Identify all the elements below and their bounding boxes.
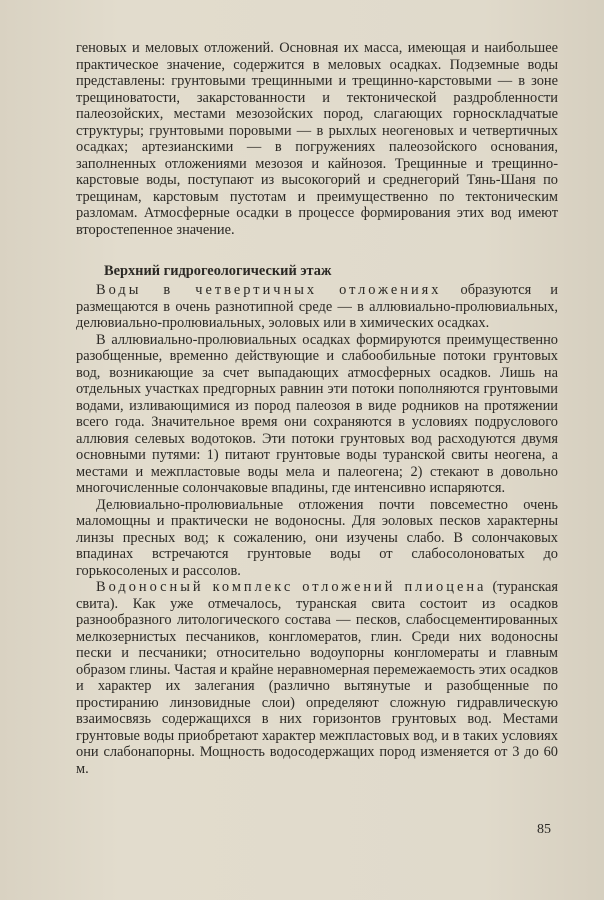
section-heading: Верхний гидрогеологический этаж xyxy=(104,263,332,279)
paragraph-alluvial: В аллювиально-пролювиальных осадках формируются преимущественно разобщенные, временно действующие и слабообильные потоки грунтовых вод, возникающие за счет выпадающих атмосферных осадков. Лишь на отдельных участках предгорных равнин эти потоки пополняются грунтовыми водами, изливающимися из пород палеозоя в виде родников на протяжении всего года. Значительное время они сохраняются в условиях подруслового аллювия селевых водотоков. Эти потоки грунтовых вод расходуются двумя основными путями: 1) питают грунтовые воды туранской свиты неогена, а местами и межпластовые воды мела и палеогена; 2) стекают в довольно многочисленные солончаковые впадины, где интенсивно испаряются. xyxy=(76,331,558,496)
page-number: 85 xyxy=(537,822,551,837)
text-block-main xyxy=(76,282,558,777)
paragraph-continuation: геновых и меловых отложений. Основная их масса, имеющая и наибольшее практическое значение, содержится в меловых осадках. Подземные воды представлены: грунтовыми трещинными и трещинно-карстовыми — в зоне трещиноватости, закарстованности и тектонической раздробленности палеозойских, местами мезозойских пород, слагающих горноскладчатые структуры; грунтовыми поровыми — в рыхлых неогеновых и четвертичных осадках; артезианскими — в погружениях палеозойского основания, заполненных отложениями мезозоя и кайнозоя. Трещинные и трещинно-карстовые воды, поступают из высокогорий и среднегорий Тянь-Шаня по трещинам, карстовым пустотам и преимущественно по тектоническим разломам. Атмосферные осадки в процессе формирования этих вод имеют второстепенное значение. xyxy=(76,40,558,238)
spaced-term-quaternary: Воды в четвертичных отложениях xyxy=(96,282,442,298)
paragraph-deluvial: Делювиально-пролювиальные отложения почти повсеместно очень маломощны и практически не водоносны. Для эоловых песков характерны линзы пресных вод; к сожалению, они изучены слабо. В солончаковых впадинах встречаются грунтовые воды от слабосолоноватых до горькосоленых и рассолов. xyxy=(76,496,558,579)
paragraph-quaternary-text: образуются и размещаются в очень разнотипной среде — в аллювиально-пролювиальных, делювиально-пролювиальных, эоловых или в химических осадках. xyxy=(76,282,558,331)
spaced-term-pliocene: Водоносный комплекс отложений плиоцена xyxy=(96,579,487,595)
paragraph-pliocene xyxy=(76,579,558,777)
paragraph-pliocene-text: (туранская свита). Как уже отмечалось, туранская свита состоит из осадков разнообразного литологического состава — песков, слабосцементированных мелкозернистых песчаников, конгломератов, глин. Среди них водоносны пески и песчаники; относительно водоупорны конгломераты и главным образом глины. Частая и крайне неравномерная перемежаемость этих осадков и характер их залегания (различно вытянутые и разобщенные по простиранию линзовидные слои) определяют сложную гидравлическую взаимосвязь содержащихся в них горизонтов грунтовых вод. Местами грунтовые воды приобретают характер межпластовых вод, и в таких условиях они слабонапорны. Мощность водосодержащих пород изменяется от 3 до 60 м. xyxy=(76,579,559,777)
paragraph-quaternary-waters xyxy=(76,282,558,332)
text-block-top xyxy=(76,40,558,238)
